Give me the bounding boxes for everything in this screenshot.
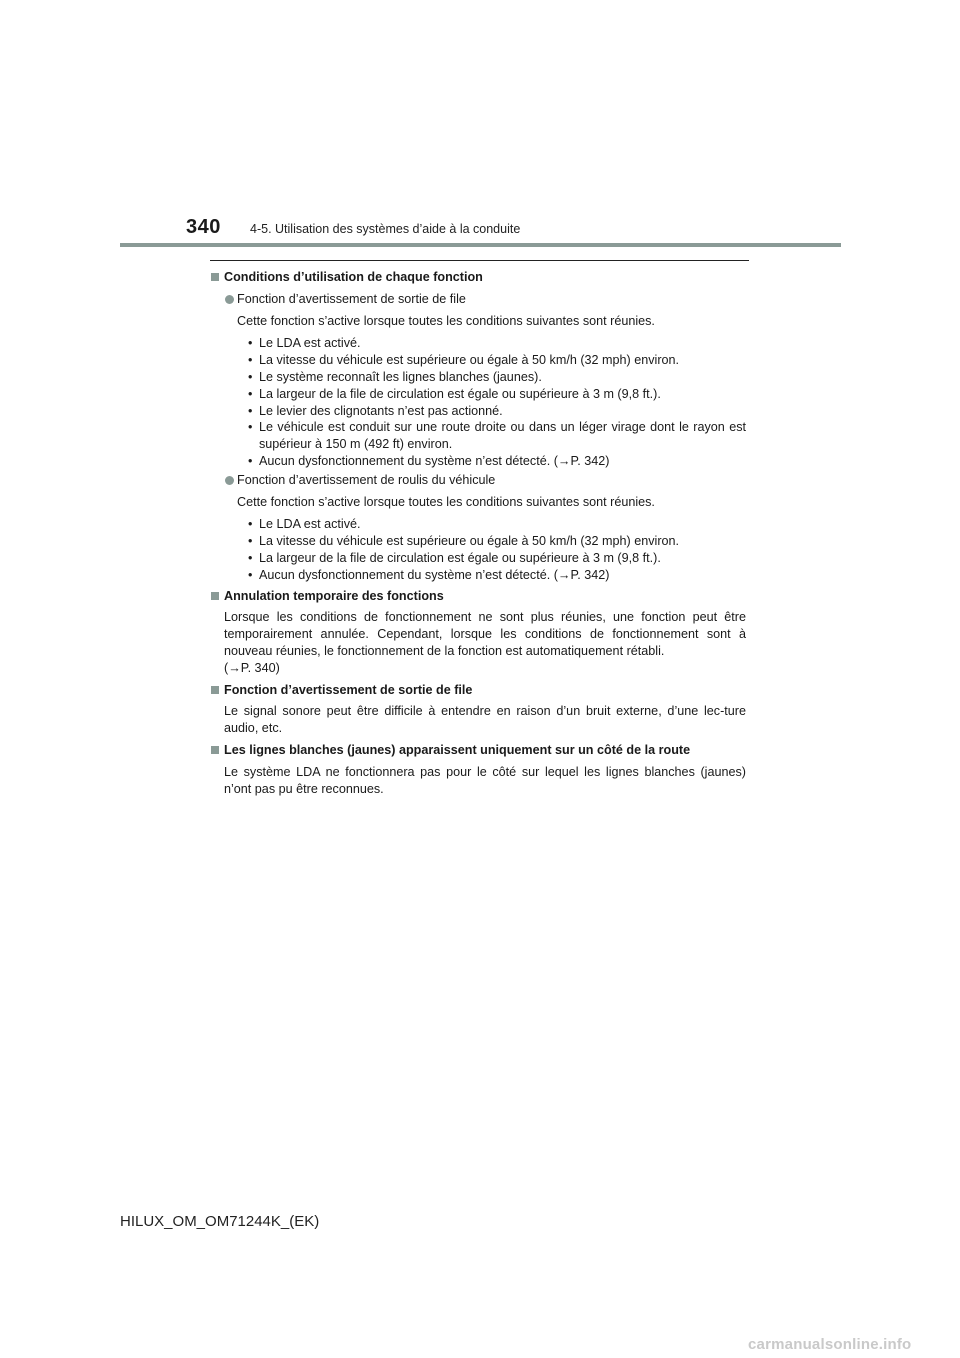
heading-text: Les lignes blanches (jaunes) apparaissent uniquement sur un côté de la route	[224, 742, 691, 757]
subsection-lane-departure	[210, 291, 746, 308]
content-divider	[210, 260, 749, 261]
subsection-title: Fonction d’avertissement de roulis du véhicule	[237, 472, 496, 487]
conditions-list	[210, 335, 746, 469]
list-item: • Le LDA est activé.	[248, 335, 746, 352]
list-item: • La largeur de la file de circulation est égale ou supérieure à 3 m (9,8 ft.).	[248, 386, 746, 403]
list-item: • Aucun dysfonctionnement du système n’est détecté. (→P. 342)	[248, 453, 746, 470]
body-text: Le système LDA ne fonctionnera pas pour le côté sur lequel les lignes blanches (jaunes) n’ont pas pu être reconnues.	[224, 764, 746, 796]
list-item: • La vitesse du véhicule est supérieure ou égale à 50 km/h (32 mph) environ.	[248, 352, 746, 369]
watermark: carmanualsonline.info	[748, 1336, 912, 1353]
circle-bullet-icon	[225, 476, 234, 485]
page-reference-link[interactable]: (→P. 340)	[224, 660, 280, 675]
cancellation-body: Lorsque les conditions de fonctionnement ne sont plus réunies, une fonction peut être temporairement annulée. Cependant, lorsque les conditions de fonctionnement sont à nouveau réunies, le fonctionnement de la fonction est automatiquement rétabli.	[224, 610, 746, 658]
square-bullet-icon	[211, 273, 219, 281]
heading-text: Conditions d’utilisation de chaque fonction	[224, 270, 483, 284]
heading-text: Annulation temporaire des fonctions	[224, 588, 444, 603]
page-number: 340	[186, 216, 221, 238]
header-divider	[120, 243, 841, 247]
subsection-sway-warning	[210, 472, 746, 489]
list-item: • Le système reconnaît les lignes blanches (jaunes).	[248, 369, 746, 386]
lead-text: Cette fonction s’active lorsque toutes les conditions suivantes sont réunies.	[237, 494, 655, 509]
conditions-list	[210, 516, 746, 583]
section-heading-one-side-lines	[210, 742, 746, 759]
document-code: HILUX_OM_OM71244K_(EK)	[120, 1213, 320, 1230]
list-item: • Le LDA est activé.	[248, 516, 746, 533]
subsection-title: Fonction d’avertissement de sortie de file	[237, 291, 466, 306]
body-text	[210, 609, 746, 676]
body-text: Le signal sonore peut être difficile à entendre en raison d’un bruit externe, d’une lec-ture audio, etc.	[224, 704, 746, 736]
section-title: 4-5. Utilisation des systèmes d’aide à la conduite	[250, 222, 521, 236]
section-heading-lane-departure-alert	[210, 682, 746, 699]
list-item: • Le levier des clignotants n’est pas actionné.	[248, 403, 746, 420]
heading-text: Fonction d’avertissement de sortie de file	[224, 682, 473, 697]
list-item: • La vitesse du véhicule est supérieure ou égale à 50 km/h (32 mph) environ.	[248, 533, 746, 550]
list-item: • La largeur de la file de circulation est égale ou supérieure à 3 m (9,8 ft.).	[248, 550, 746, 567]
section-heading-conditions	[210, 269, 746, 286]
list-item: • Aucun dysfonctionnement du système n’est détecté. (→P. 342)	[248, 567, 746, 584]
square-bullet-icon	[211, 686, 219, 694]
square-bullet-icon	[211, 746, 219, 754]
lead-text: Cette fonction s’active lorsque toutes les conditions suivantes sont réunies.	[237, 313, 655, 328]
square-bullet-icon	[211, 592, 219, 600]
circle-bullet-icon	[225, 295, 234, 304]
page-content	[210, 269, 746, 802]
list-item: • Le véhicule est conduit sur une route droite ou dans un léger virage dont le rayon est supérieur à 150 m (492 ft) environ.	[248, 419, 746, 453]
section-heading-cancellation	[210, 588, 746, 605]
